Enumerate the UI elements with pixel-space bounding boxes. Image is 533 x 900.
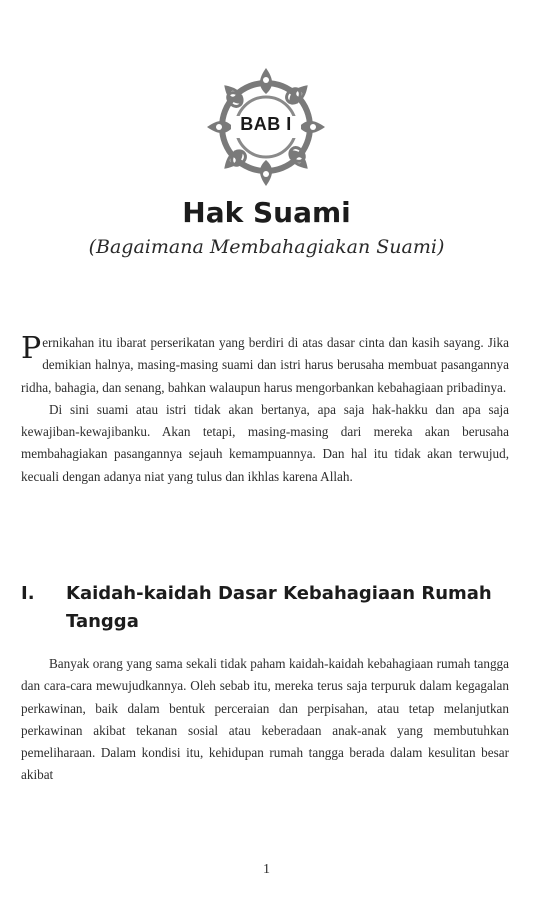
section-body bbox=[21, 653, 509, 787]
drop-cap: P bbox=[21, 331, 42, 366]
intro-section bbox=[21, 332, 509, 488]
intro-paragraph-1 bbox=[21, 332, 509, 399]
intro-paragraph-1-text: ernikahan itu ibarat perserikatan yang berdiri di atas dasar cinta dan kasih sayang. Jika demikian halnya, masing-masing suami dan istri harus berusaha membuat pasangannya ridha, bahagia, dan senang, bahkan walaupun harus mengorbankan kebahagiaan pribadinya. bbox=[21, 335, 509, 395]
section-heading bbox=[21, 580, 511, 636]
chapter-subtitle: (Bagaimana Membahagiakan Suami) bbox=[88, 236, 445, 258]
intro-paragraph-2: Di sini suami atau istri tidak akan bertanya, apa saja hak-hakku dan apa saja kewajiban-kewajibanku. Akan tetapi, masing-masing dari mereka akan berusaha membahagiakan pasangannya sejauh kemampuannya. Dan hal itu tidak akan terwujud, kecuali dengan adanya niat yang tulus dan ikhlas karena Allah. bbox=[21, 401, 509, 484]
page-number: 1 bbox=[263, 862, 270, 877]
section-title: Kaidah-kaidah Dasar Kebahagiaan Rumah Tangga bbox=[66, 583, 492, 632]
section-paragraph-1: Banyak orang yang sama sekali tidak paham kaidah-kaidah kebahagiaan rumah tangga dan cara-cara mewujudkannya. Oleh sebab itu, mereka terus saja terpuruk dalam kegagalan perkawinan, baik dalam bentuk perceraian dan perpisahan, atau tetap melanjutkan perkawinan akibat tekanan sosial atau keberadaan anak-anak yang membutuhkan pemeliharaan. Dalam kondisi itu, kehidupan rumah tangga berada dalam kesulitan besar akibat bbox=[21, 656, 509, 783]
section-number: I. bbox=[21, 583, 35, 604]
chapter-label: BAB I bbox=[240, 114, 292, 134]
chapter-title: Hak Suami bbox=[182, 196, 351, 229]
